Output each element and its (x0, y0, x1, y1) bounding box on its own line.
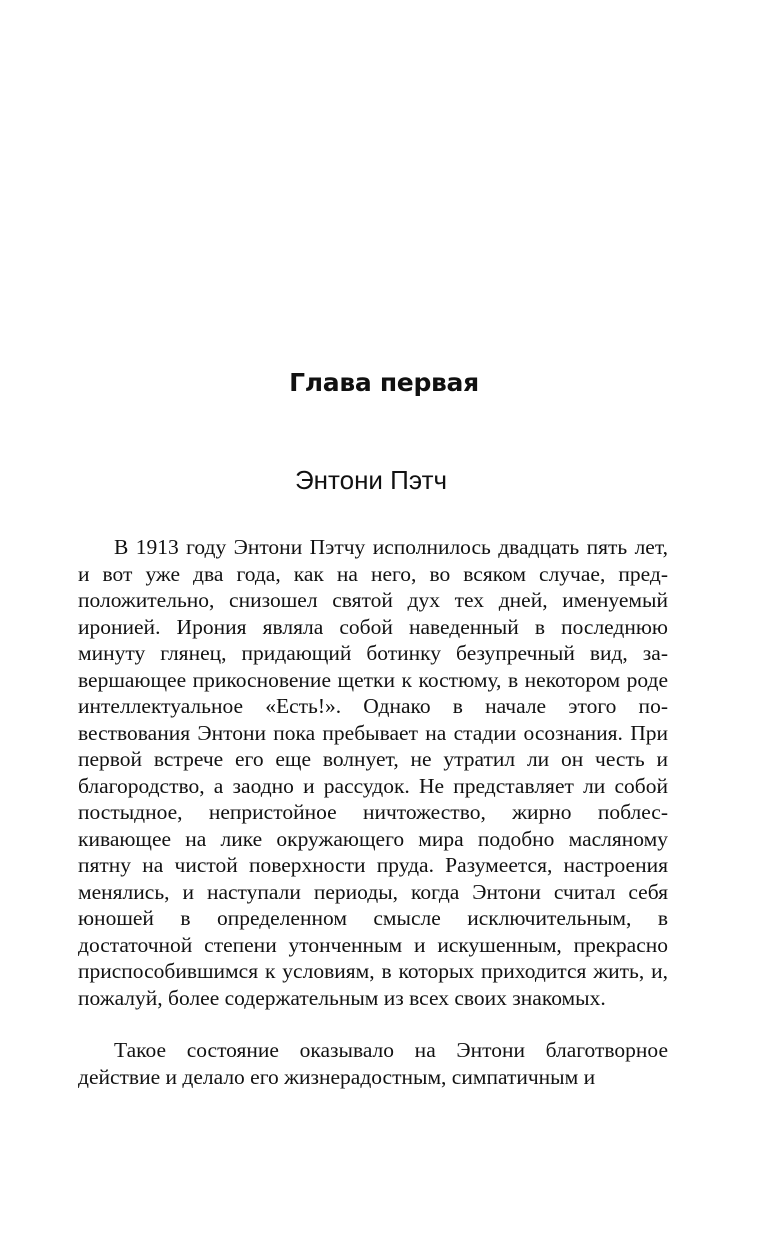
section-title: Энтони Пэтч (294, 465, 448, 495)
chapter-title: Глава первая (289, 368, 479, 397)
paragraph: Такое состояние оказывало на Энтони благотворное действие и делало его жизнерадостным, симпатичным и (78, 1038, 668, 1089)
body-text (78, 534, 668, 1090)
paragraph: В 1913 году Энтони Пэтчу исполнилось двадцать пять лет, и вот уже два года, как на него, во всяком случае, предположительно, снизошел святой дух тех дней, именуемый иронией. Ирония являла собой наведенный в последнюю минуту глянец, придающий ботинку безупречный вид, завершающее прикосновение щетки к костюму, в некотором роде интеллектуальное «Есть!». Однако в начале этого повествования Энтони пока пребывает на стадии осознания. При первой встрече его еще волнует, не утратил ли он честь и благородство, а заодно и рассудок. Не представляет ли собой постыдное, непристойное ничтожество, жирно поблескивающее на лике окружающего мира подобно масляному пятну на чистой поверхности пруда. Разумеется, настроения менялись, и наступали периоды, когда Энтони считал себя юношей в определенном смысле исключительным, в достаточной степени утонченным и искушенным, прекрасно приспособившимся к условиям, в которых приходится жить, и, пожалуй, более содержательным из всех своих знакомых. (78, 535, 668, 1010)
